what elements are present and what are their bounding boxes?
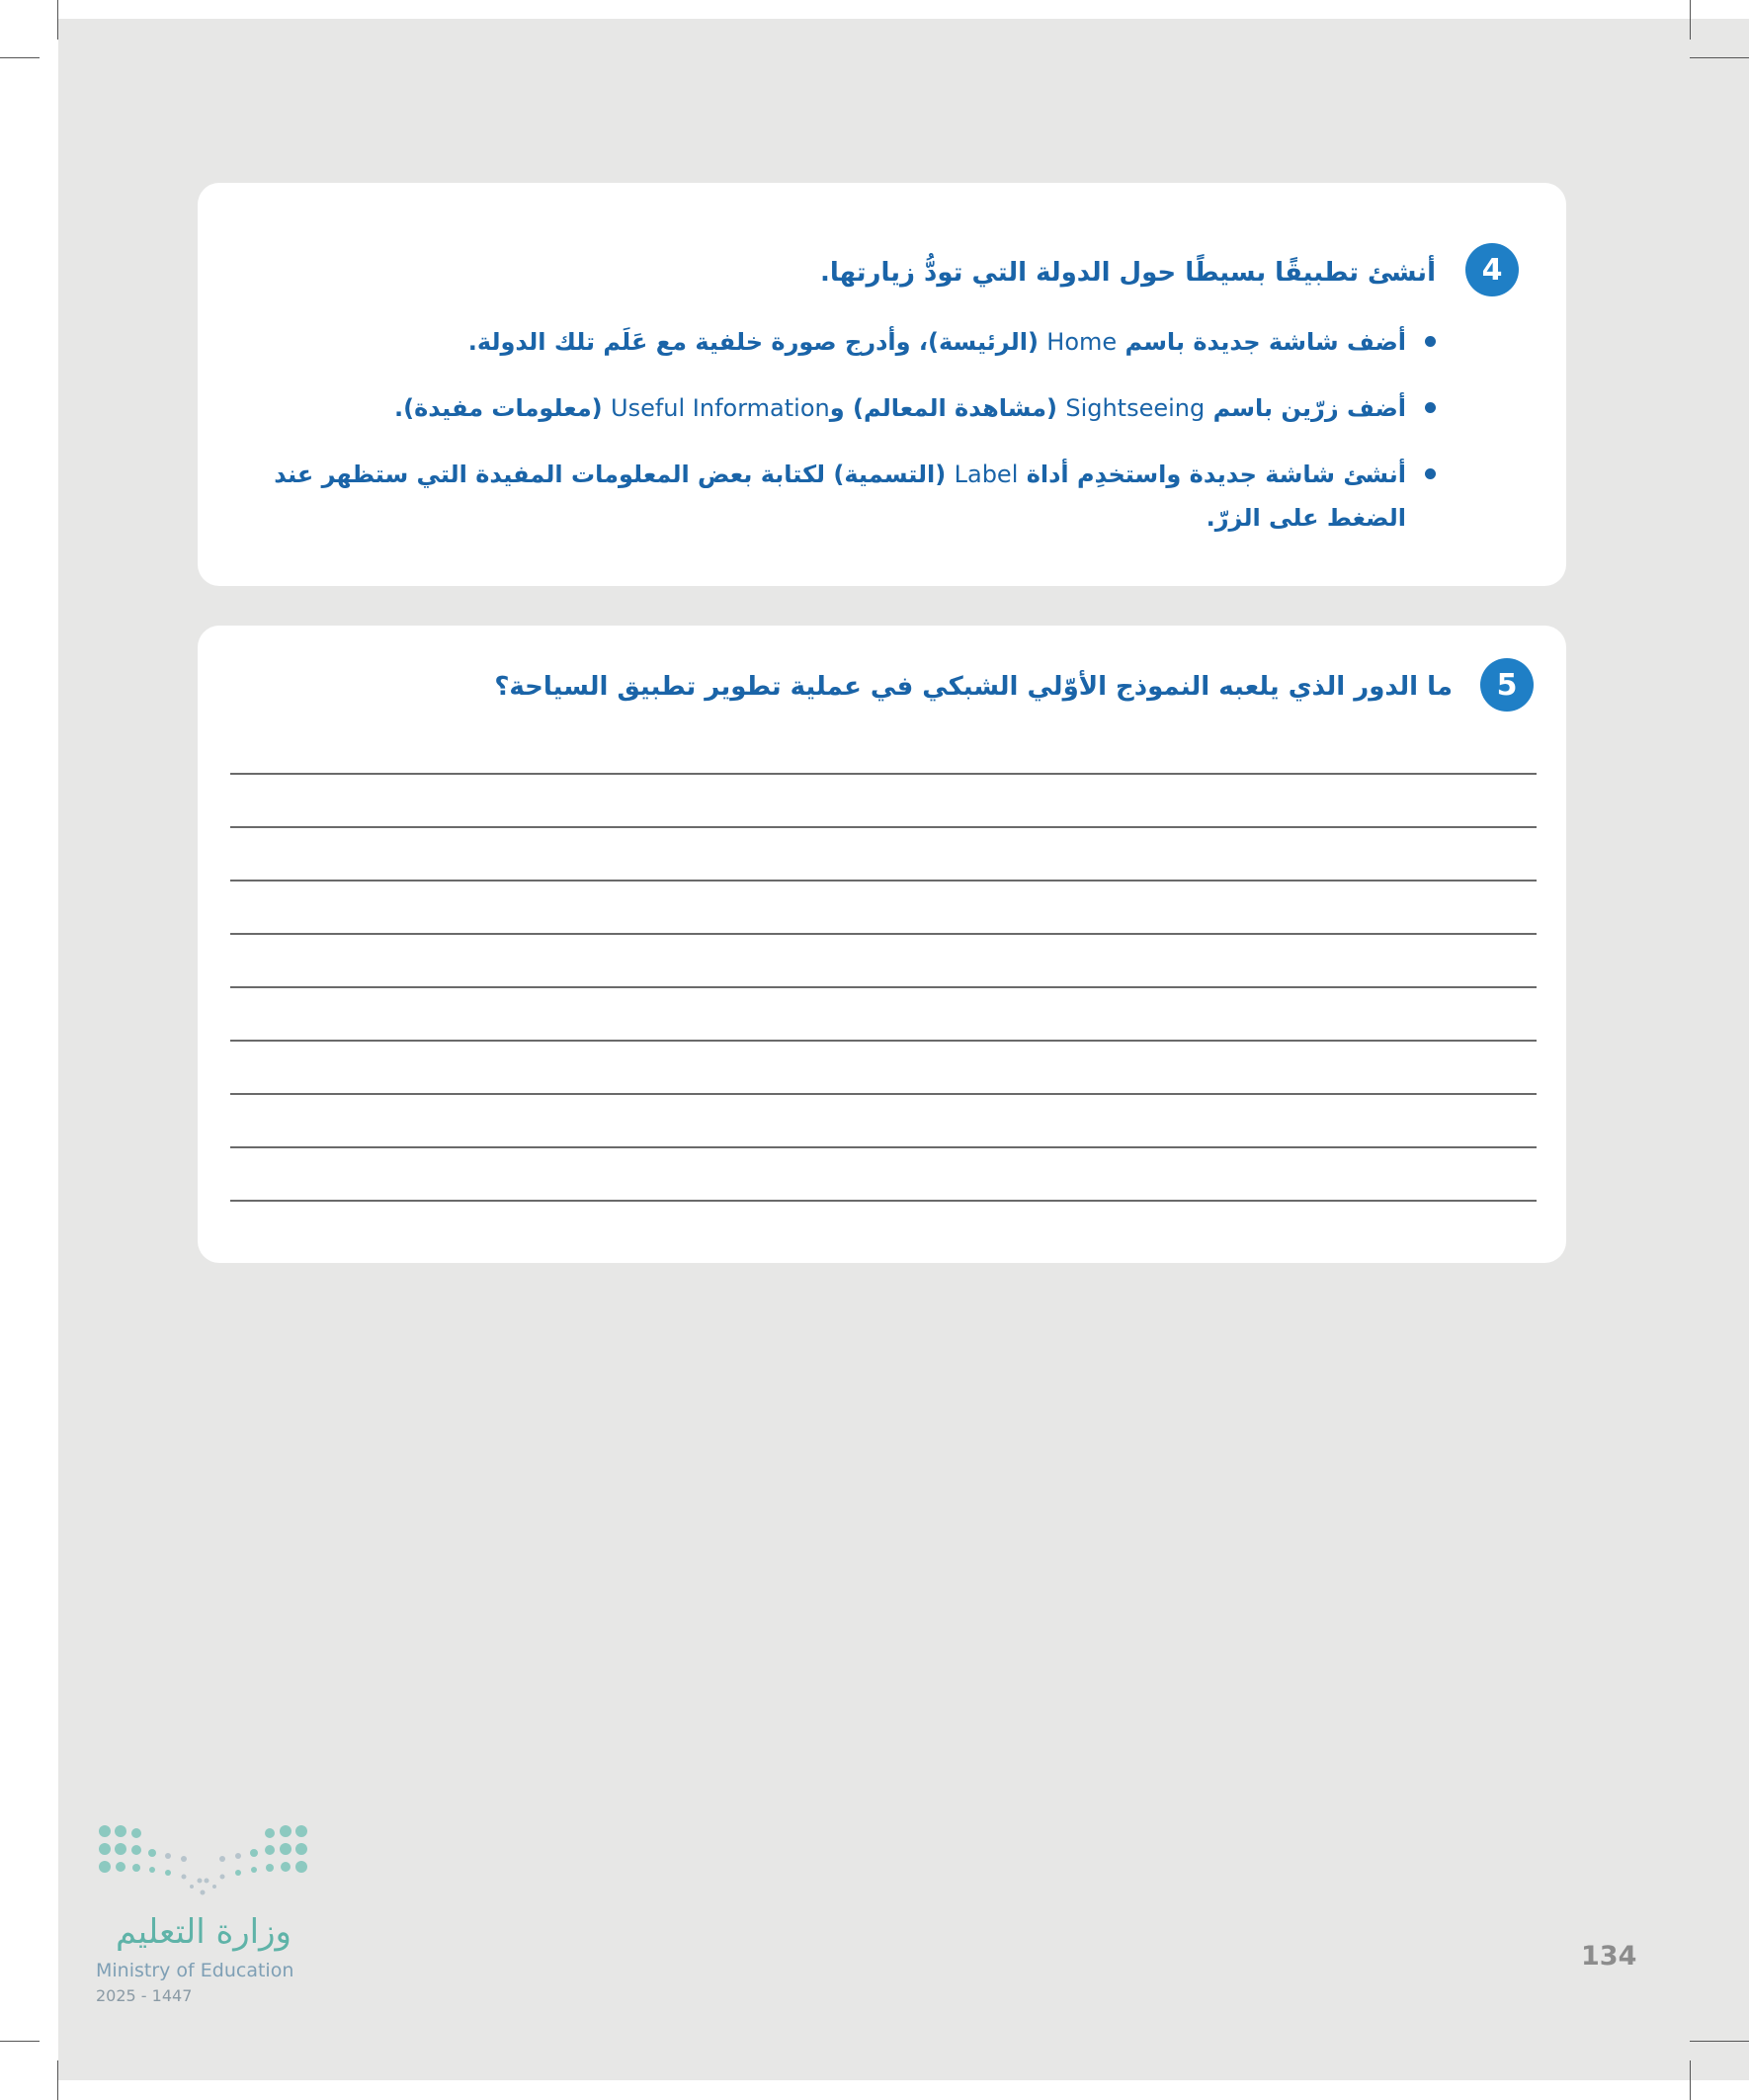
- bullet-text: أنشئ شاشة جديدة واستخدِم أداة: [1018, 461, 1406, 488]
- bullet-dot: [1425, 402, 1436, 413]
- q4-bullet-2: [319, 386, 1406, 430]
- q4-bullet-1: [319, 320, 1406, 364]
- bullet-text: (معلومات مفيدة).: [394, 394, 611, 422]
- answer-line[interactable]: [230, 773, 1537, 775]
- page-number: 134: [1581, 1941, 1637, 1972]
- question-5-number: 5: [1480, 658, 1534, 712]
- answer-line[interactable]: [230, 880, 1537, 882]
- bullet-dot: [1425, 468, 1436, 479]
- question-5-card: [198, 626, 1566, 1263]
- question-4-number: 4: [1465, 243, 1519, 296]
- answer-line[interactable]: [230, 1146, 1537, 1148]
- answer-line[interactable]: [230, 1200, 1537, 1202]
- bullet-text: (التسمية) لكتابة بعض المعلومات المفيدة التي ستظهر عند الضغط على الزرّ.: [274, 461, 1406, 532]
- bullet-dot: [1425, 336, 1436, 347]
- answer-line[interactable]: [230, 933, 1537, 935]
- bullet-latin-term: Sightseeing: [1065, 394, 1206, 422]
- answer-line[interactable]: [230, 1093, 1537, 1095]
- bullet-text: أضف زرّين باسم: [1205, 394, 1406, 422]
- bullet-latin-term: Useful Information: [611, 394, 830, 422]
- ministry-name-arabic: وزارة التعليم: [116, 1912, 292, 1952]
- answer-line[interactable]: [230, 986, 1537, 988]
- crop-mark: [0, 2041, 40, 2042]
- crop-mark: [57, 2060, 58, 2100]
- bullet-text: (مشاهدة المعالم) و: [829, 394, 1066, 422]
- crop-mark: [1690, 2060, 1691, 2100]
- bullet-latin-term: Home: [1046, 328, 1118, 356]
- bullet-text: أضف شاشة جديدة باسم: [1117, 328, 1406, 356]
- question-5-prompt: ما الدور الذي يلعبه النموذج الأوّلي الشبكي في عملية تطوير تطبيق السياحة؟: [494, 672, 1453, 702]
- answer-line[interactable]: [230, 1040, 1537, 1042]
- answer-line[interactable]: [230, 826, 1537, 828]
- crop-mark: [1690, 2041, 1749, 2042]
- bullet-text: (الرئيسة)، وأدرج صورة خلفية مع عَلَم تلك الدولة.: [467, 328, 1047, 356]
- ministry-logo-icon: [97, 1823, 309, 1897]
- question-4-prompt: أنشئ تطبيقًا بسيطًا حول الدولة التي تودُّ زيارتها.: [819, 258, 1436, 288]
- edition-year: 2025 - 1447: [96, 1986, 193, 2005]
- bullet-latin-term: Label: [954, 461, 1019, 488]
- crop-mark: [1690, 57, 1749, 58]
- crop-mark: [57, 0, 58, 40]
- ministry-name-english: Ministry of Education: [96, 1960, 294, 1981]
- q4-bullet-3: [245, 453, 1406, 540]
- crop-mark: [1690, 0, 1691, 40]
- crop-mark: [0, 57, 40, 58]
